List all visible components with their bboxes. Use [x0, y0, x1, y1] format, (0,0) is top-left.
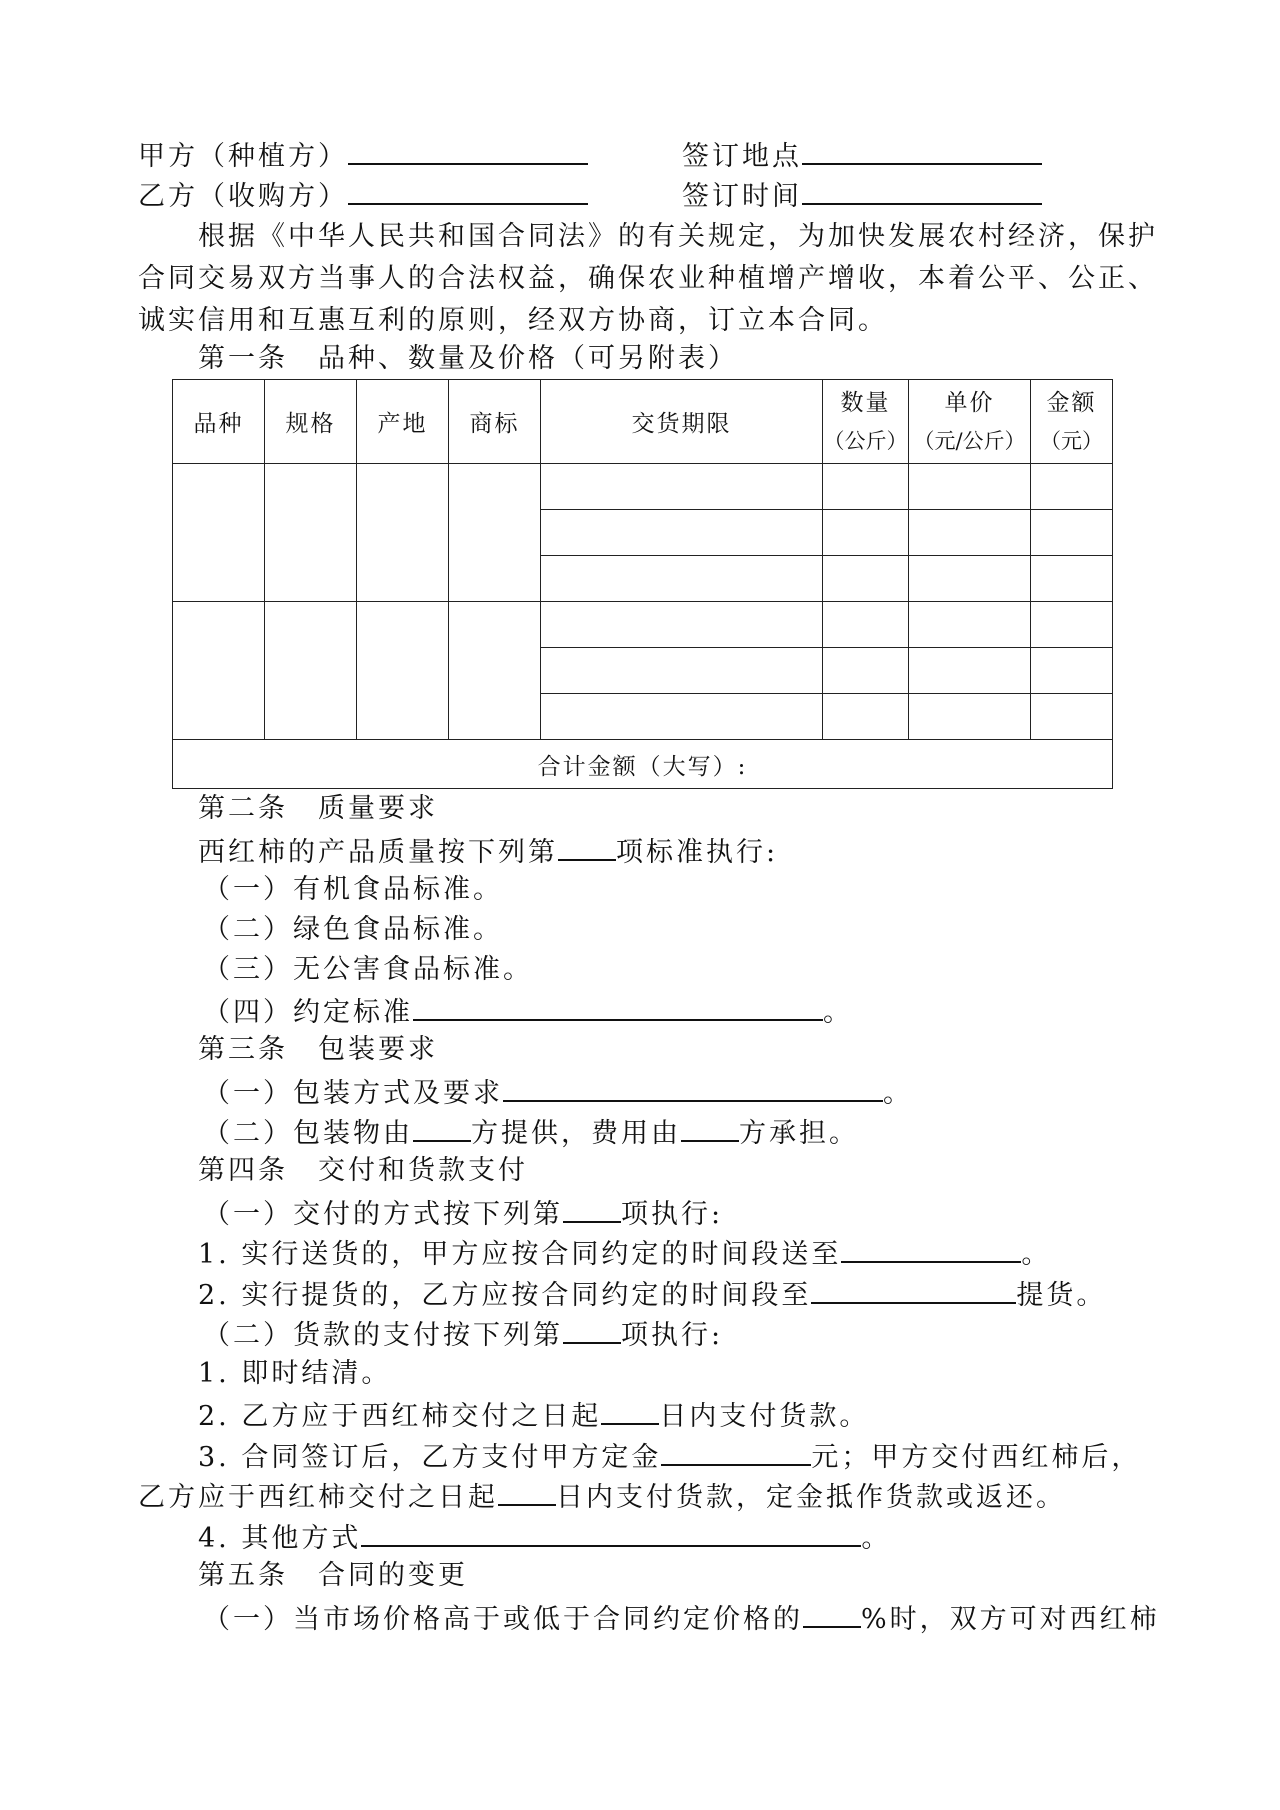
header-price	[909, 380, 1031, 464]
preamble-line-3: 诚实信用和互惠互利的原则，经双方协商，订立本合同。	[138, 305, 888, 336]
deposit-amount-field[interactable]	[661, 1438, 811, 1466]
standard-item-3: （三）无公害食品标准。	[203, 954, 533, 985]
sign-place-line	[682, 137, 1042, 171]
article2-title: 第二条 质量要求	[198, 793, 438, 824]
delivery-intro	[203, 1195, 723, 1229]
cell-amount[interactable]	[1031, 510, 1113, 556]
delivery-item-1-label: 1. 实行送货的，甲方应按合同约定的时间段送至	[198, 1239, 842, 1270]
change-item-1-a: （一）当市场价格高于或低于合同约定价格的	[203, 1604, 803, 1635]
cell-spec[interactable]	[265, 464, 357, 602]
table-row	[173, 602, 1113, 648]
table-header-row	[173, 380, 1113, 464]
agreed-standard-field[interactable]	[413, 993, 823, 1021]
article1-title: 第一条 品种、数量及价格（可另附表）	[198, 343, 738, 374]
payment-item-4-end: 。	[861, 1523, 892, 1554]
packaging-item-2-b: 方提供，费用由	[471, 1118, 681, 1149]
delivery-item-2-label: 2. 实行提货的，乙方应按合同约定的时间段至	[198, 1280, 812, 1311]
party-a-field[interactable]	[348, 137, 588, 165]
header-qty-unit: （公斤）	[823, 428, 908, 453]
cell-price[interactable]	[909, 510, 1031, 556]
sign-time-field[interactable]	[802, 177, 1042, 205]
cell-price[interactable]	[909, 556, 1031, 602]
standard-item-4	[203, 993, 853, 1027]
delivery-item-1	[198, 1235, 1051, 1269]
preamble-line-1: 根据《中华人民共和国合同法》的有关规定，为加快发展农村经济，保护	[198, 221, 1158, 252]
payment-item-2	[198, 1397, 869, 1431]
article5-title: 第五条 合同的变更	[198, 1560, 468, 1591]
payment-item-4-label: 4. 其他方式	[198, 1523, 362, 1554]
cell-variety[interactable]	[173, 464, 265, 602]
cell-price[interactable]	[909, 648, 1031, 694]
cell-qty[interactable]	[823, 556, 909, 602]
packaging-item-2	[203, 1114, 859, 1148]
payment-days-field[interactable]	[601, 1397, 659, 1425]
deposit-days-field[interactable]	[498, 1478, 556, 1506]
delivery-item-2	[198, 1276, 1106, 1310]
cell-qty[interactable]	[823, 602, 909, 648]
header-amount	[1031, 380, 1113, 464]
packaging-method-field[interactable]	[503, 1074, 883, 1102]
payment-item-3c-a: 乙方应于西红柿交付之日起	[138, 1482, 498, 1513]
cell-qty[interactable]	[823, 648, 909, 694]
packaging-item-2-c: 方承担。	[739, 1118, 859, 1149]
header-brand: 商标	[449, 380, 541, 464]
cell-delivery[interactable]	[541, 464, 823, 510]
cell-delivery[interactable]	[541, 602, 823, 648]
party-a-line	[138, 137, 588, 171]
payment-intro	[203, 1316, 723, 1350]
cell-spec[interactable]	[265, 602, 357, 740]
payment-item-1: 1. 即时结清。	[198, 1358, 392, 1389]
cell-origin[interactable]	[357, 602, 449, 740]
packaging-cost-field[interactable]	[681, 1114, 739, 1142]
cell-delivery[interactable]	[541, 556, 823, 602]
header-qty	[823, 380, 909, 464]
table-total-row	[173, 740, 1113, 789]
packaging-item-1	[203, 1074, 913, 1108]
cell-brand[interactable]	[449, 464, 541, 602]
article2-intro-b: 项标准执行:	[616, 837, 779, 868]
preamble-line-2: 合同交易双方当事人的合法权益，确保农业种植增产增收，本着公平、公正、	[138, 263, 1158, 294]
article4-title: 第四条 交付和货款支付	[198, 1155, 528, 1186]
header-price-unit: （元/公斤）	[913, 428, 1026, 453]
cell-delivery[interactable]	[541, 510, 823, 556]
delivery-item-2-end: 提货。	[1016, 1280, 1107, 1311]
cell-amount[interactable]	[1031, 648, 1113, 694]
payment-item-3-b: 元；甲方交付西红柿后，	[811, 1442, 1142, 1473]
total-amount-label[interactable]: 合计金额（大写）:	[173, 740, 1113, 789]
standard-choice-field[interactable]	[558, 833, 616, 861]
payment-intro-a: （二）货款的支付按下列第	[203, 1320, 563, 1351]
product-table	[172, 379, 1113, 789]
packaging-item-1-end: 。	[883, 1078, 913, 1109]
payment-item-2-a: 2. 乙方应于西红柿交付之日起	[198, 1401, 602, 1432]
cell-amount[interactable]	[1031, 556, 1113, 602]
party-b-field[interactable]	[348, 177, 588, 205]
cell-amount[interactable]	[1031, 602, 1113, 648]
header-delivery: 交货期限	[541, 380, 823, 464]
cell-qty[interactable]	[823, 510, 909, 556]
header-variety: 品种	[173, 380, 265, 464]
payment-item-3c-b: 日内支付货款，定金抵作货款或返还。	[556, 1482, 1066, 1513]
pickup-location-field[interactable]	[811, 1276, 1016, 1304]
standard-item-1: （一）有机食品标准。	[203, 874, 503, 905]
change-item-1-b: %时，双方可对西红柿	[861, 1604, 1160, 1635]
packaging-item-1-label: （一）包装方式及要求	[203, 1078, 503, 1109]
delivery-destination-field[interactable]	[841, 1235, 1021, 1263]
cell-price[interactable]	[909, 694, 1031, 740]
standard-item-4-label: （四）约定标准	[203, 997, 413, 1028]
header-price-label: 单价	[944, 389, 995, 416]
delivery-intro-b: 项执行:	[621, 1199, 724, 1230]
payment-item-3	[198, 1438, 1141, 1472]
delivery-intro-a: （一）交付的方式按下列第	[203, 1199, 563, 1230]
cell-origin[interactable]	[357, 464, 449, 602]
payment-item-3-cont	[138, 1478, 1066, 1512]
article2-intro-a: 西红柿的产品质量按下列第	[198, 837, 558, 868]
delivery-choice-field[interactable]	[563, 1195, 621, 1223]
cell-brand[interactable]	[449, 602, 541, 740]
article3-title: 第三条 包装要求	[198, 1034, 438, 1065]
cell-amount[interactable]	[1031, 464, 1113, 510]
cell-amount[interactable]	[1031, 694, 1113, 740]
packaging-provider-field[interactable]	[413, 1114, 471, 1142]
article2-intro	[198, 833, 778, 867]
other-method-field[interactable]	[361, 1519, 861, 1547]
cell-qty[interactable]	[823, 464, 909, 510]
payment-item-3-a: 3. 合同签订后，乙方支付甲方定金	[198, 1442, 662, 1473]
price-change-percent-field[interactable]	[803, 1600, 861, 1628]
payment-item-2-b: 日内支付货款。	[659, 1401, 870, 1432]
cell-qty[interactable]	[823, 694, 909, 740]
header-spec: 规格	[265, 380, 357, 464]
change-item-1	[203, 1600, 1160, 1634]
party-b-line	[138, 177, 588, 211]
party-b-label: 乙方（收购方）	[138, 181, 348, 212]
header-qty-label: 数量	[840, 389, 891, 416]
sign-time-label: 签订时间	[682, 181, 802, 212]
sign-time-line	[682, 177, 1042, 211]
packaging-item-2-a: （二）包装物由	[203, 1118, 413, 1149]
payment-choice-field[interactable]	[563, 1316, 621, 1344]
cell-delivery[interactable]	[541, 648, 823, 694]
payment-intro-b: 项执行:	[621, 1320, 724, 1351]
standard-item-2: （二）绿色食品标准。	[203, 914, 503, 945]
sign-place-label: 签订地点	[682, 141, 802, 172]
party-a-label: 甲方（种植方）	[138, 141, 348, 172]
cell-price[interactable]	[909, 602, 1031, 648]
header-amount-unit: （元）	[1040, 428, 1103, 453]
header-origin: 产地	[357, 380, 449, 464]
cell-variety[interactable]	[173, 602, 265, 740]
table-row	[173, 464, 1113, 510]
payment-item-4	[198, 1519, 891, 1553]
standard-item-4-end: 。	[823, 997, 853, 1028]
header-amount-label: 金额	[1046, 389, 1097, 416]
sign-place-field[interactable]	[802, 137, 1042, 165]
cell-price[interactable]	[909, 464, 1031, 510]
delivery-item-1-end: 。	[1021, 1239, 1052, 1270]
cell-delivery[interactable]	[541, 694, 823, 740]
